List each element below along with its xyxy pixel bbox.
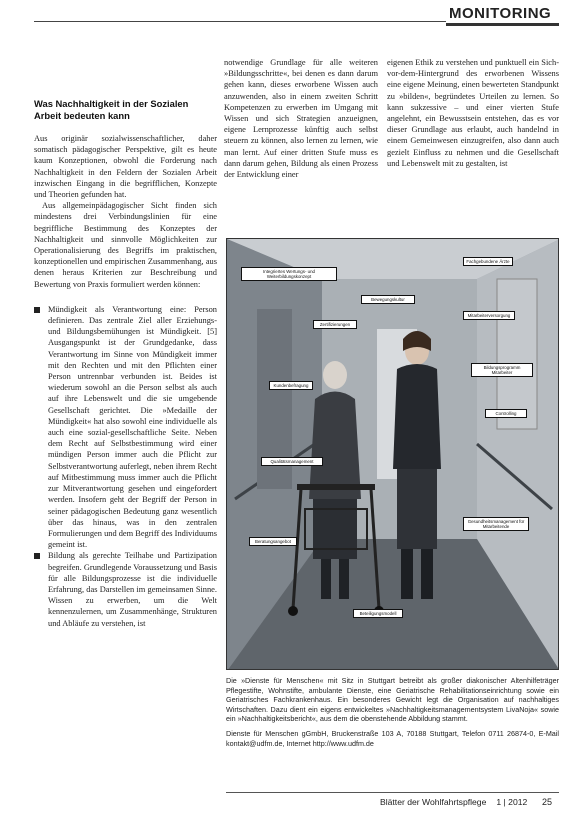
figure-label: Zertifizierungen <box>313 320 357 329</box>
article-subheading: Was Nachhaltigkeit in der Sozialen Arbeit bedeuten kann <box>34 98 189 121</box>
bullet-item: Mündigkeit als Verantwortung eine: Person definieren. Das zentrale Ziel aller Erziehungs- und Bildungsbemühungen ist Mündigkeit. [5] Ausgangspunkt ist der Grundgedanke, dass Verantwortung im Sinne von Mündigkeit immer mit den Rechten und mit den Pflichten einer Person untrennbar verbunden ist. Beides ist wiederum sowohl an die Person selbst als auch auf ihre Lebenswelt und die sie umgebende Gesellschaft gerichtet. Die »Medaille der Mündigkeit« hat also sowohl eine individuelle als auch eine sozial-gesellschaftliche Seite. Neben dem Recht auf Selbstbestimmung wird einer mündigen Person immer auch die Pflicht zur Selbstverantwortung auferlegt, neben ihrem Recht auf Mitbestimmung muss immer auch die Pflicht zur Mitverantwortung gesehen und eingefordert werden. Insofern geht der Begriff der Person in seiner pädagogischen Bedeutung ganz wesentlich über das hinaus, was in den zentralen Formulierungen und dem Begriff des Individuums gemeint ist. <box>34 304 217 550</box>
figure-label: Kundenbefragung <box>269 381 313 390</box>
article-paragraph: Aus allgemeinpädagogischer Sicht finden sich mindestens drei Verbindungslinien für eine begriffliche Bestimmung des Konzeptes der Nachhaltigkeit und sinnvolle Möglichkeiten zur Operationalisierung des Begriffs im praktischen, konzeptionellen und empirischen Zusammenhang, aus denen heraus Kriterien zur Beschreibung und Bewertung von Praxis formuliert werden können: <box>34 201 217 289</box>
section-title-bar <box>446 23 559 26</box>
footer <box>380 797 527 807</box>
figure-label: Gesundheitsmanagement für Mitarbeitende <box>463 517 529 531</box>
footer-rule <box>226 792 559 793</box>
figure-label: Beteiligungsmodell <box>353 609 403 618</box>
issue-number: 1 | 2012 <box>496 797 528 807</box>
article-column-left <box>34 98 217 798</box>
figure-label: Qualitätsmanagement <box>261 457 323 466</box>
figure-label: Beratungsangebot <box>249 537 297 546</box>
figure-label: Integriertes Wertungs- und Weiterbildungskonzept <box>241 267 337 281</box>
bullet-list <box>34 304 217 629</box>
section-title: MONITORING <box>449 5 552 22</box>
article-column-right: eigenen Ethik zu verstehen und punktuell ein Sich-vor-dem-Hintergrund des erworbenen Wissens eine eigene Meinung, einen bewerteten Standpunkt zu »bilden«, begründetes Urteilen zu lernen. So kann sukzessive – und einer vierten Stufe angelehnt, ein Bewusstsein entstehen, das es vor dieser Grundlage aus erlaubt, auch handelnd in einem Gemeinwesen einzugreifen, also dann auch gezielt Einfluss zu nehmen und die Gesellschaft und Lebenswelt mit zu gestalten, ist <box>387 58 559 168</box>
article-paragraph: Aus originär sozialwissenschaftlicher, daher somatisch pädagogischer Perspektive, gilt es heute kaum Konzeptionen, obwohl die Forderung nach Nachhaltigkeit in den Feldern der Sozialen Arbeit inzwischen Eingang in die begrifflichen, Konzepte und Theorien gefunden hat. <box>34 134 217 200</box>
journal-title: Blätter der Wohlfahrtspflege <box>380 797 487 807</box>
figure-label: Bildungsprogramm Mitarbeiter <box>471 363 533 377</box>
caption-contact: Dienste für Menschen gGmbH, Bruckenstraße 103 A, 70188 Stuttgart, Telefon 0711 26874-0, E-Mail kontakt@udfm.de, Internet http://www.udfm.de <box>226 728 559 748</box>
article-column-middle: notwendige Grundlage für alle weiteren »Bildungsschritte«, bei denen es dann darum gehen kann, dieses erworbene Wissen auch anzuwenden, also in einem zweiten Schritt Kompetenzen zu erwerben im Umgang mit Wissen und sich Strategien anzueignen, eigene Lernprozesse künftig auch selbst steuern zu können, also lernen zu lernen, wie man lernt. Auf einer dritten Stufe muss es dann darum gehen, Bildung als einen Prozess der Entwicklung einer <box>224 58 378 180</box>
figure-label: Fachgebundene Ärzte <box>463 257 513 266</box>
header-rule <box>34 21 446 22</box>
caption-text: Die »Dienste für Menschen« mit Sitz in Stuttgart betreibt als großer diakonischer Altenhilfeträger Pflegestifte, Wohnstifte, ambulante Dienste, eine Geriatrische Rehabilitationseinrichtung sowie ein Geriatrisches Fachkrankenhaus. Ein besonderes Gewicht legt die Organisation auf nachhaltiges Wirtschaften. Dazu dient ein eigens entwickeltes »Nachhaltigkeitsmanagementsystem LivaNoja« sowie ein »Nachhaltigkeitsbericht«, aus dem die obenstehende Abbildung stammt. <box>226 676 559 724</box>
figure-label: Mitarbeiterversorgung <box>463 311 515 320</box>
figure-caption <box>226 676 559 748</box>
page-number: 25 <box>542 797 553 807</box>
figure-label: Controlling <box>485 409 527 418</box>
figure-label: Bewegungskultur <box>361 295 415 304</box>
bullet-item: Bildung als gerechte Teilhabe und Partizipation begreifen. Grundlegende Voraussetzung und Basis für alle Bildungsprozesse ist die individuelle Erfahrung, das Darstellen im gemeinsamen Sinne. Wissen zu erwerben, um die Welt kennenzulernen, um Zusammenhänge, Strukturen und Abläufe zu verstehen, ist <box>34 550 217 628</box>
photo-figure <box>226 238 559 670</box>
